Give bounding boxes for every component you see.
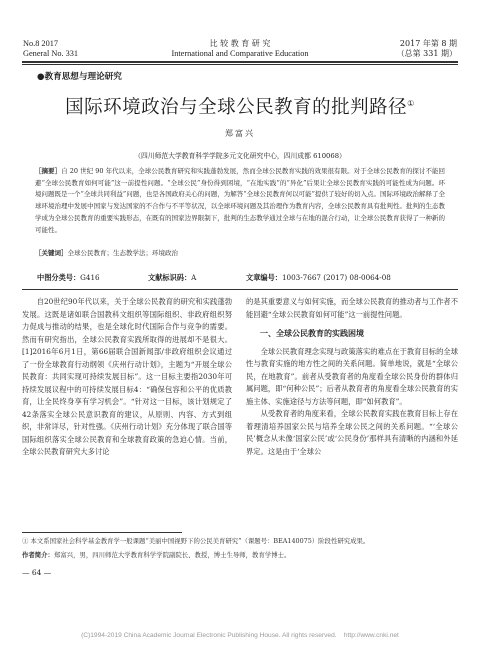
body-left-column: [22, 296, 232, 459]
issue-number: No.8 2017: [23, 39, 59, 48]
article-title-text: 国际环境政治与全球公民教育的批判路径: [65, 97, 408, 118]
section-label: [37, 70, 122, 82]
author-bio-label: 作者简介：: [22, 551, 54, 559]
author: 郑富兴: [225, 129, 255, 138]
article-title: [0, 93, 480, 119]
id-label: 文章编号：: [246, 273, 282, 282]
body-paragraph: 的是其重要意义与如何实施，而全球公民教育的推动者与工作者不能回避“全球公民教育如何可能”这一前提性问题。: [246, 297, 458, 319]
footnote-fund: ① 本文系国家社会科学基金教育学一般课题“美丽中国视野下的公民美育研究”（课题号：BEA140075）阶段性研究成果。: [22, 537, 370, 545]
section-heading: 一、全球公民教育的实践困境: [260, 329, 364, 338]
year-issue: 2017 年第 8 期: [399, 39, 457, 48]
section-bullet: ●: [37, 72, 45, 82]
header-rule-thick: [22, 61, 458, 63]
author-bio-text: 郑富兴，男，四川师范大学教育科学学院副院长、教授，博士生导师，教育学博士。: [53, 551, 291, 559]
title-footnote-mark: ①: [407, 98, 415, 108]
body-paragraph: 全球公民教育理念实现与政策落实的难点在于教育目标的全球性与教育实施的地方性之间的关系问题。简单地说，就是“全球公民，在地教育”。前者从受教育者的角度看全球公民身份的群体归属问题，即“何种公民”；后者从教育者的角度看全球公民教育的实施主体、实施途径与方法等问题，即“如何教育”。: [246, 346, 458, 406]
total-issue: （总第 331 期）: [396, 49, 457, 58]
id-value: 1003-7667 (2017) 08-0064-08: [281, 273, 391, 282]
affiliation: （四川师范大学教育科学学院多元文化研究中心，四川成都 610068）: [134, 152, 346, 160]
abstract: [35, 166, 445, 236]
article-id: [246, 273, 391, 283]
body-paragraph: 从受教育者的角度来看，全球公民教育实践在教育目标上存在着理清培养国家公民与培养全球公民之间的关系问题。“‘全球公民’概念从未像‘国家公民’或‘公民身份’那样具有清晰的内涵和外延界定。这是由于‘全球公: [246, 409, 458, 456]
keywords: [35, 248, 445, 260]
clc-value: G416: [80, 273, 100, 282]
clc-label: 中图分类号：: [37, 273, 81, 282]
section-label-text: 教育思想与理论研究: [44, 72, 122, 82]
meta-rule: [22, 289, 458, 290]
abstract-label: ［摘要］: [35, 167, 62, 175]
keywords-text: 全球公民教育；生态教学法；环境政治: [67, 249, 178, 257]
document-code: [148, 273, 196, 283]
copyright-notice: (C)1994-2019 China Academic Journal Electronic Publishing House. All rights reserved. http://www.cnki.net: [81, 632, 399, 639]
keywords-label: ［关键词］: [35, 249, 68, 257]
footnote-rule: [22, 532, 182, 533]
doc-label: 文献标识码：: [148, 273, 192, 282]
abstract-text: 自 20 世纪 90 年代以来，全球公民教育研究和实践蓬勃发展，然而全球公民教育实践的效果很有限。对于全球公民教育的探讨不能回避“全球公民教育如何可能”这一前提性问题。“全球公民”身份得到困境，“在地实践”的“异化”后果让全球公民教育实践的可能性成为问题。环境问题既是一个“全球共同利益”问题，也是各国政府关心的问题，为解答“全球公民教育何以可能”提供了较好的切入点。国际环境政治解释了全球环境治理中发展中国家与发达国家的不合作与不平等状况，以全球环境问题及其治理作为教育内容，全球公民教育具有批判性。批判的生态教学成为全球公民教育的重要实践形态，在既有的国家边界限制下，批判的生态教学通过全球与在地的混合行动，让全球公民教育获得了一种新的可能性。: [35, 167, 445, 234]
header-rule-thin: [22, 64, 458, 65]
page-number: — 64 —: [22, 568, 52, 577]
journal-title-en: International and Comparative Education: [171, 49, 309, 58]
journal-title-cn: 比 较 教 育 研 究: [209, 39, 271, 48]
footnote-author: [22, 550, 458, 561]
doc-value: A: [191, 273, 197, 282]
body-paragraph: 自20世纪90年代以来，关于全球公民教育的研究和实践蓬勃发展。这既是诸如联合国教科文组织等国际组织、非政府组织努力促成与推动的结果，也是全球化时代国际合作与竞争的需要。然而有研究指出，全球公民教育实践所取得的进展却不是很大。[1]2016年6月1日，第66届联合国新闻部/非政府组织会议通过了一份全球教育行动纲领《庆州行动计划》，主题为“开展全球公民教育：共同实现可持续发展目标”。这一目标主要指2030年可持续发展议程中的可持续发展目标4：“确保包容和公平的优质教育，让全民终身享有学习机会”。“针对这一目标，该计划规定了42条落实全球公民意识教育的建议，从原则、内容、方式到组织，非常详尽，针对性强。《庆州行动计划》充分体现了联合国等国际组织落实全球公民教育和全球教育政策的急迫心情。当前，全球公民教育研究大多讨论: [22, 297, 232, 456]
body-right-column: [246, 296, 458, 458]
general-number: General No. 331: [23, 49, 79, 58]
clc-number: [37, 273, 100, 283]
